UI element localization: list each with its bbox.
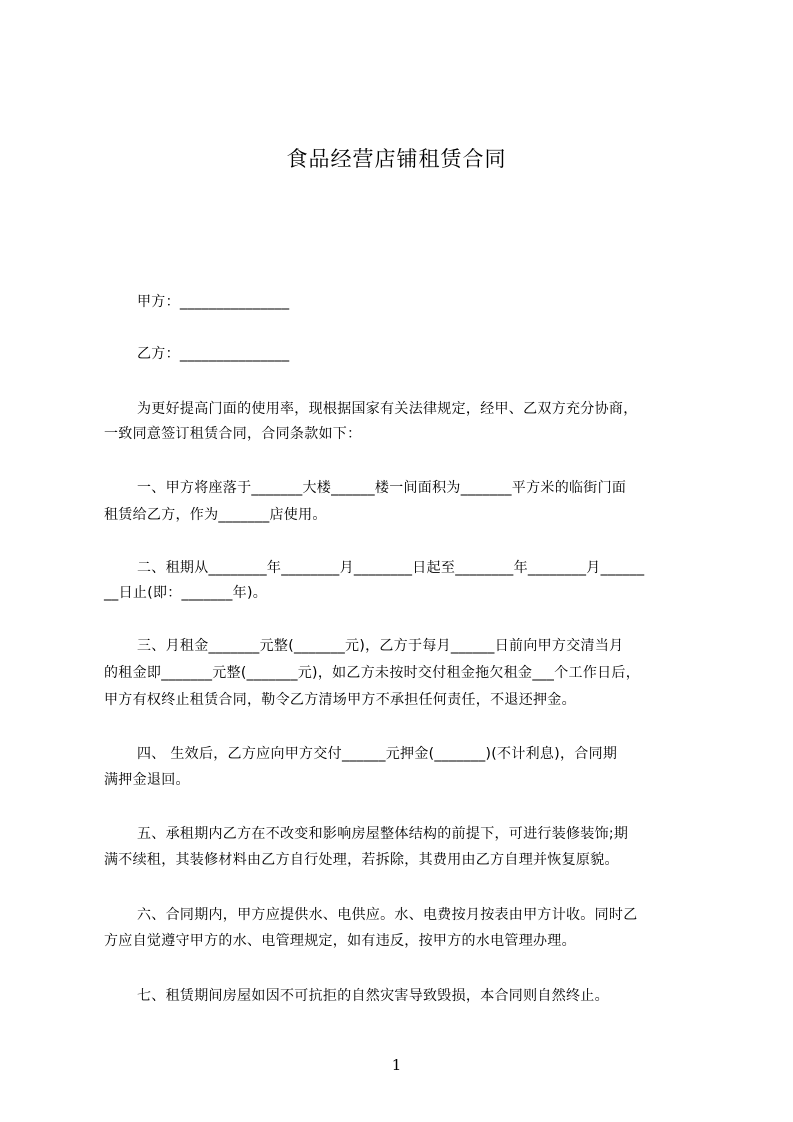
clause-4-line-2: 满押金退回。 [104,772,190,788]
clause-2-line-1: 二、租期从________年________月________日起至________年________月______ [137,560,645,576]
clause-3-line-1: 三、月租金_______元整(_______元)，乙方于每月______日前向甲方交清当月 [137,638,624,654]
intro-line-1: 为更好提高门面的使用率，现根据国家有关法律规定，经甲、乙双方充分协商， [137,401,638,417]
clause-6-line-2: 方应自觉遵守甲方的水、电管理规定，如有违反，按甲方的水电管理办理。 [104,933,576,949]
clause-4-line-1: 四、 生效后，乙方应向甲方交付______元押金(_______)(不计利息)，合同期 [137,746,618,762]
clause-5-line-2: 满不续租，其装修材料由乙方自行处理，若拆除，其费用由乙方自理并恢复原貌。 [104,852,619,868]
clause-3-line-2: 的租金即_______元整(_______元)，如乙方未按时交付租金拖欠租金___个工作日后， [104,665,641,681]
page-number: 1 [391,1056,402,1074]
party-b-line: 乙方：_______________ [137,346,290,362]
clause-7-line-1: 七、租赁期间房屋如因不可抗拒的自然灾害导致毁损，本合同则自然终止。 [137,988,609,1004]
clause-5-line-1: 五、承租期内乙方在不改变和影响房屋整体结构的前提下，可进行装修装饰;期 [137,826,629,842]
party-a-line: 甲方：_______________ [137,294,290,310]
document-title: 食品经营店铺租赁合同 [286,147,507,171]
intro-line-2: 一致同意签订租赁合同，合同条款如下： [104,426,362,442]
clause-6-line-1: 六、合同期内，甲方应提供水、电供应。水、电费按月按表由甲方计收。同时乙 [137,907,638,923]
clause-3-line-3: 甲方有权终止租赁合同，勒令乙方清场甲方不承担任何责任，不退还押金。 [104,692,576,708]
clause-1-line-1: 一、甲方将座落于_______大楼______楼一间面积为_______平方米的临街门面 [137,480,627,496]
clause-1-line-2: 租赁给乙方，作为_______店使用。 [104,507,327,523]
clause-2-line-2: __日止(即：_______年)。 [104,585,268,601]
